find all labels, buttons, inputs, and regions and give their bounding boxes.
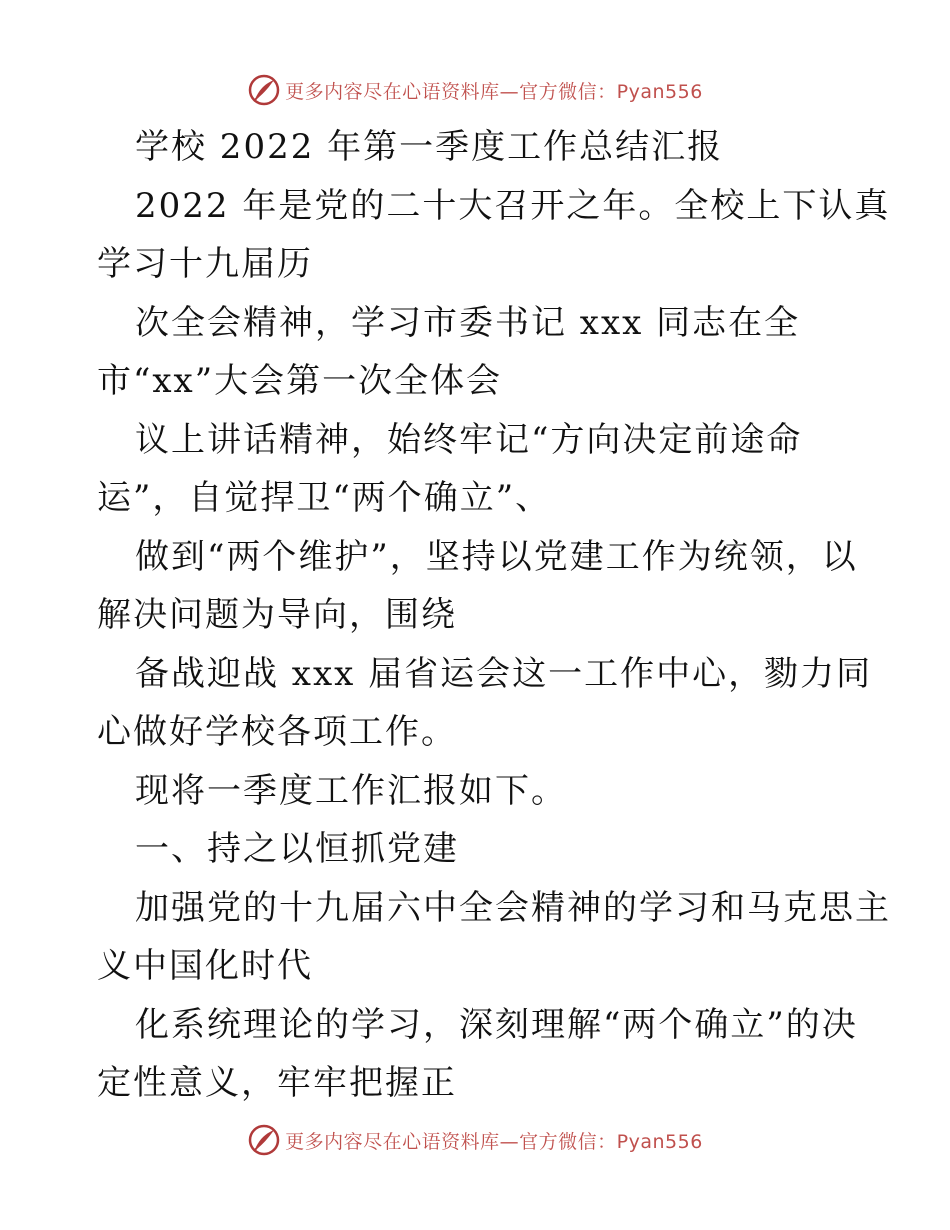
text-line: 化系统理论的学习，深刻理解“两个确立”的决 <box>135 1004 858 1045</box>
text-line: 学习十九届历 <box>97 244 313 284</box>
text-line: 解决问题为导向，围绕 <box>97 595 457 635</box>
text-line: 次全会精神，学习市委书记 xxx 同志在全 <box>135 302 801 343</box>
text-line: 备战迎战 xxx 届省运会这一工作中心，勠力同 <box>135 653 873 694</box>
watermark-text: 更多内容尽在心语资料库—官方微信：Pyan556 <box>285 1130 703 1153</box>
quill-logo-icon <box>247 1123 281 1157</box>
text-line: 议上讲话精神，始终牢记“方向决定前途命 <box>135 419 803 460</box>
text-line: 2022 年是党的二十大召开之年。全校上下认真 <box>135 185 891 226</box>
text-line: 义中国化时代 <box>97 946 313 986</box>
text-line: 一、持之以恒抓党建 <box>135 829 459 869</box>
watermark-text: 更多内容尽在心语资料库—官方微信：Pyan556 <box>285 80 703 103</box>
text-line: 学校 2022 年第一季度工作总结汇报 <box>135 127 724 167</box>
text-line: 做到“两个维护”，坚持以党建工作为统领，以 <box>135 536 858 577</box>
header-watermark <box>0 70 950 110</box>
text-line: 心做好学校各项工作。 <box>97 712 457 752</box>
footer-watermark <box>0 1120 950 1160</box>
text-line: 定性意义，牢牢把握正 <box>97 1063 457 1103</box>
text-line: 现将一季度工作汇报如下。 <box>135 770 567 811</box>
text-line: 运”，自觉捍卫“两个确立”、 <box>97 478 552 518</box>
text-line: 加强党的十九届六中全会精神的学习和马克思主 <box>135 887 891 928</box>
text-line: 市“xx”大会第一次全体会 <box>97 361 503 401</box>
quill-logo-icon <box>247 73 281 107</box>
document-body <box>97 118 891 1113</box>
